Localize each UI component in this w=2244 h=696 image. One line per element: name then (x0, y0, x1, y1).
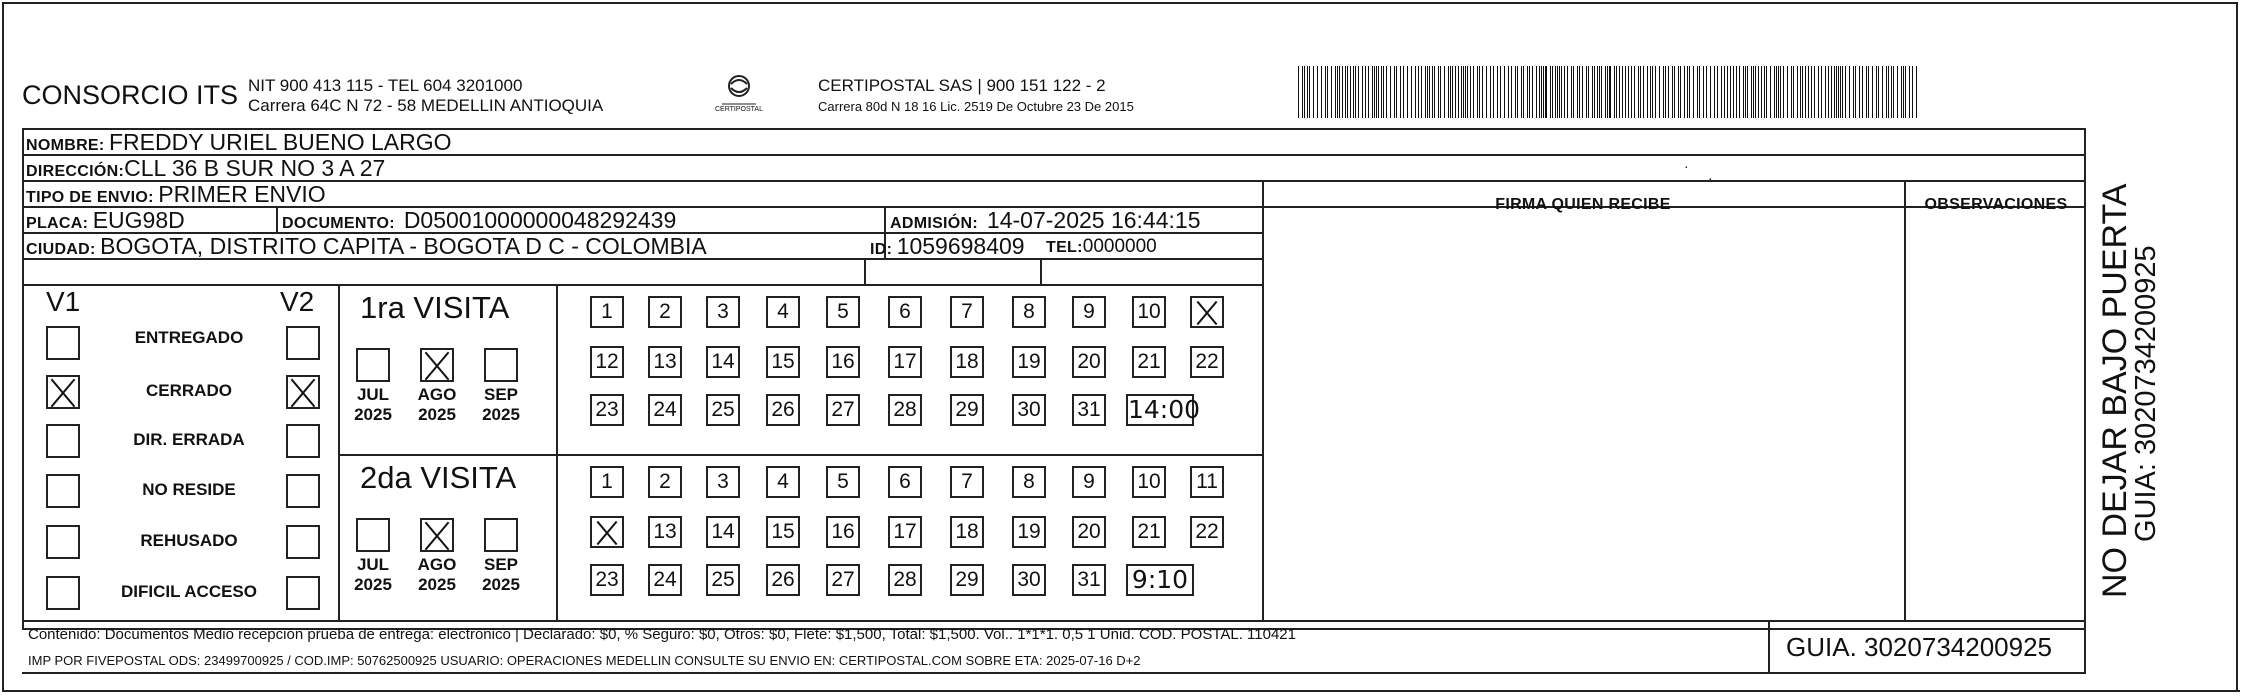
visit2-month-label: AGO (417, 555, 457, 574)
v2-label: V2 (280, 286, 315, 317)
reason-label: ENTREGADO (134, 328, 244, 347)
visit1-day[interactable]: 25 (706, 394, 740, 426)
placa-value: EUG98D (92, 207, 185, 233)
certipostal-name: CERTIPOSTAL SAS | 900 151 122 - 2 (818, 76, 1106, 95)
visit1-day[interactable]: 14 (706, 346, 740, 378)
visit1-day[interactable]: 23 (590, 394, 624, 426)
visit1-day[interactable]: 15 (766, 346, 800, 378)
visit2-day[interactable]: 27 (826, 564, 860, 596)
visit1-day[interactable]: 12 (590, 346, 624, 378)
visit2-month-checkbox[interactable] (356, 518, 390, 552)
visit1-day[interactable]: 8 (1012, 296, 1046, 328)
visit2-day[interactable]: 25 (706, 564, 740, 596)
reason-label: DIR. ERRADA (133, 430, 245, 449)
visit2-day[interactable]: 8 (1012, 466, 1046, 498)
bottom-rule (440, 690, 2240, 692)
rule (22, 672, 2086, 674)
rule (338, 284, 340, 620)
visit1-day[interactable]: 24 (648, 394, 682, 426)
tel-label: TEL: (1046, 239, 1083, 256)
visit1-day[interactable]: 26 (766, 394, 800, 426)
visit1-day[interactable]: 2 (648, 296, 682, 328)
company-address: Carrera 64C N 72 - 58 MEDELLIN ANTIOQUIA (248, 96, 604, 115)
v2-checkbox-no-reside[interactable] (286, 474, 320, 508)
v2-checkbox-dificil-acceso[interactable] (286, 576, 320, 610)
tipo-envio-value: PRIMER ENVIO (158, 181, 326, 207)
visit1-day[interactable]: 19 (1012, 346, 1046, 378)
admision-label: ADMISIÓN: (890, 215, 979, 232)
visit2-day[interactable]: 28 (888, 564, 922, 596)
footer-guia: GUIA. 3020734200925 (1786, 632, 2052, 662)
firma-label: FIRMA QUIEN RECIBE (1495, 196, 1671, 213)
visit2-day[interactable]: 31 (1072, 564, 1106, 596)
ciudad-value: BOGOTA, DISTRITO CAPITA - BOGOTA D C - COLOMBIA (100, 233, 707, 259)
visit2-day[interactable]: 24 (648, 564, 682, 596)
visit2-day[interactable]: 11 (1190, 466, 1224, 498)
rule (1768, 620, 1770, 674)
visit2-day[interactable]: 1 (590, 466, 624, 498)
visit2-day[interactable]: 7 (950, 466, 984, 498)
tel-value: 0000000 (1082, 236, 1157, 257)
company-nit: NIT 900 413 115 - TEL 604 3201000 (248, 76, 523, 95)
visit2-day[interactable]: 20 (1072, 516, 1106, 548)
nombre-value: FREDDY URIEL BUENO LARGO (109, 129, 452, 155)
nombre-label: NOMBRE: (26, 137, 105, 154)
visit2-day[interactable]: 9 (1072, 466, 1106, 498)
v1-checkbox-no-reside[interactable] (46, 474, 80, 508)
v2-checkbox-entregado[interactable] (286, 326, 320, 360)
v1-checkbox-rehusado[interactable] (46, 525, 80, 559)
visit1-month-checkbox[interactable] (356, 348, 390, 382)
visit2-time: 9:10 (1126, 564, 1194, 596)
visit1-day[interactable]: 21 (1132, 346, 1166, 378)
visit2-month-year: 2025 (418, 575, 456, 594)
rule (276, 206, 278, 232)
rule (1262, 180, 1264, 620)
documento-label: DOCUMENTO: (282, 215, 395, 232)
visit1-title: 1ra VISITA (360, 290, 510, 325)
visit1-day[interactable]: 30 (1012, 394, 1046, 426)
visit1-month-year: 2025 (418, 405, 456, 424)
visit2-day[interactable]: 21 (1132, 516, 1166, 548)
visit1-day[interactable]: 1 (590, 296, 624, 328)
rule (2084, 620, 2086, 674)
visit1-month-checkbox[interactable] (484, 348, 518, 382)
visit1-day[interactable]: 31 (1072, 394, 1106, 426)
reason-label: CERRADO (146, 381, 232, 400)
visit1-day[interactable]: 28 (888, 394, 922, 426)
visit1-day[interactable]: 16 (826, 346, 860, 378)
footer-contenido: Contenido: Documentos Medio recepción prueba de entrega: electrónico | Declarado: $0, % Seguro: $0, Otros: $0, Flete: $1,500, Total: $1,500. Vol.. 1*1*1. 0,5 1 Unid. COD. POSTAL. 110421 (28, 626, 1296, 643)
visit2-day[interactable]: 18 (950, 516, 984, 548)
rule (338, 454, 1262, 456)
admision-value: 14-07-2025 16:44:15 (986, 207, 1201, 233)
rule (22, 284, 1262, 286)
visit2-month-label: JUL (356, 555, 390, 574)
v2-checkbox-rehusado[interactable] (286, 525, 320, 559)
visit1-month-year: 2025 (354, 405, 392, 424)
visit1-day[interactable]: 10 (1132, 296, 1166, 328)
v1-checkbox-entregado[interactable] (46, 326, 80, 360)
visit2-day[interactable]: 13 (648, 516, 682, 548)
visit2-month-label: SEP (483, 555, 519, 574)
direccion-label: DIRECCIÓN: (26, 163, 125, 180)
visit1-day[interactable]: 20 (1072, 346, 1106, 378)
visit1-month-label: SEP (483, 385, 519, 404)
visit1-day[interactable]: 27 (826, 394, 860, 426)
visit2-day[interactable]: 14 (706, 516, 740, 548)
no-dejar-bajo-puerta: NO DEJAR BAJO PUERTA (2096, 183, 2134, 598)
v1-checkbox-cerrado[interactable] (46, 375, 80, 409)
rule (556, 284, 558, 620)
visit2-day[interactable]: 17 (888, 516, 922, 548)
visit1-month-label: JUL (356, 385, 390, 404)
visit2-title: 2da VISITA (360, 460, 517, 495)
v1-label: V1 (46, 286, 81, 317)
certipostal-address: Carrera 80d N 18 16 Lic. 2519 De Octubre 23 De 2015 (818, 99, 1134, 114)
visit1-day[interactable]: 29 (950, 394, 984, 426)
visit2-day[interactable]: 10 (1132, 466, 1166, 498)
visit2-month-checkbox[interactable] (484, 518, 518, 552)
visit1-day[interactable]: 6 (888, 296, 922, 328)
id-label: ID: (870, 241, 893, 258)
visit2-day[interactable]: 4 (766, 466, 800, 498)
visit1-day[interactable]: 18 (950, 346, 984, 378)
visit1-day[interactable]: 17 (888, 346, 922, 378)
v2-checkbox-dir-errada[interactable] (286, 424, 320, 458)
visit2-day[interactable]: 15 (766, 516, 800, 548)
v2-checkbox-cerrado[interactable] (286, 375, 320, 409)
rule (1040, 258, 1042, 284)
visit2-day[interactable]: 3 (706, 466, 740, 498)
visit2-month-checkbox[interactable] (420, 518, 454, 552)
visit1-day[interactable]: 13 (648, 346, 682, 378)
rule (22, 620, 2086, 622)
observaciones-label: OBSERVACIONES (1924, 196, 2068, 213)
placa-label: PLACA: (26, 215, 89, 232)
visit2-month-year: 2025 (482, 575, 520, 594)
company-name: CONSORCIO ITS (22, 80, 239, 110)
visit2-day[interactable]: 30 (1012, 564, 1046, 596)
visit1-day[interactable]: 22 (1190, 346, 1224, 378)
tipo-envio-label: TIPO DE ENVIO: (26, 189, 154, 206)
documento-value: D05001000000048292439 (403, 207, 677, 233)
visit1-day[interactable]: 5 (826, 296, 860, 328)
visit1-time: 14:00 (1128, 395, 1201, 424)
visit1-day[interactable]: 7 (950, 296, 984, 328)
visit2-day[interactable]: 6 (888, 466, 922, 498)
visit2-day[interactable] (590, 516, 624, 548)
barcode (1298, 66, 1926, 118)
visit2-day[interactable]: 16 (826, 516, 860, 548)
v1-checkbox-dir-errada[interactable] (46, 424, 80, 458)
visit1-day[interactable] (1190, 296, 1224, 328)
visit1-month-checkbox[interactable] (420, 348, 454, 382)
direccion-value: CLL 36 B SUR NO 3 A 27 (124, 155, 386, 181)
visit1-day[interactable]: 4 (766, 296, 800, 328)
visit1-day[interactable]: 9 (1072, 296, 1106, 328)
side-guia: GUIA: 3020734200925 (2130, 245, 2162, 542)
certipostal-logo (712, 72, 766, 118)
visit2-day[interactable]: 5 (826, 466, 860, 498)
visit2-day[interactable]: 23 (590, 564, 624, 596)
ciudad-label: CIUDAD: (26, 241, 96, 258)
visit1-month-label: AGO (417, 385, 457, 404)
reason-label: NO RESIDE (142, 480, 236, 499)
visit2-day[interactable]: 22 (1190, 516, 1224, 548)
visit2-day[interactable]: 29 (950, 564, 984, 596)
footer-imp: IMP POR FIVEPOSTAL ODS: 23499700925 / COD.IMP: 50762500925 USUARIO: OPERACIONES MEDELLIN CONSULTE SU ENVIO EN: CERTIPOSTAL.COM SOBRE ETA: 2025-07-16 D+2 (28, 653, 1141, 668)
rule (1904, 180, 1906, 620)
rule (864, 258, 866, 284)
reason-label: DIFICIL ACCESO (120, 582, 257, 601)
visit2-month-year: 2025 (354, 575, 392, 594)
visit1-month-year: 2025 (482, 405, 520, 424)
reason-label: REHUSADO (140, 531, 238, 550)
v1-checkbox-dificil-acceso[interactable] (46, 576, 80, 610)
logo-caption: CERTIPOSTAL (715, 106, 763, 113)
visit2-day[interactable]: 19 (1012, 516, 1046, 548)
visit2-day[interactable]: 2 (648, 466, 682, 498)
id-value: 1059698409 (896, 233, 1025, 259)
visit1-day[interactable]: 3 (706, 296, 740, 328)
visit2-day[interactable]: 26 (766, 564, 800, 596)
